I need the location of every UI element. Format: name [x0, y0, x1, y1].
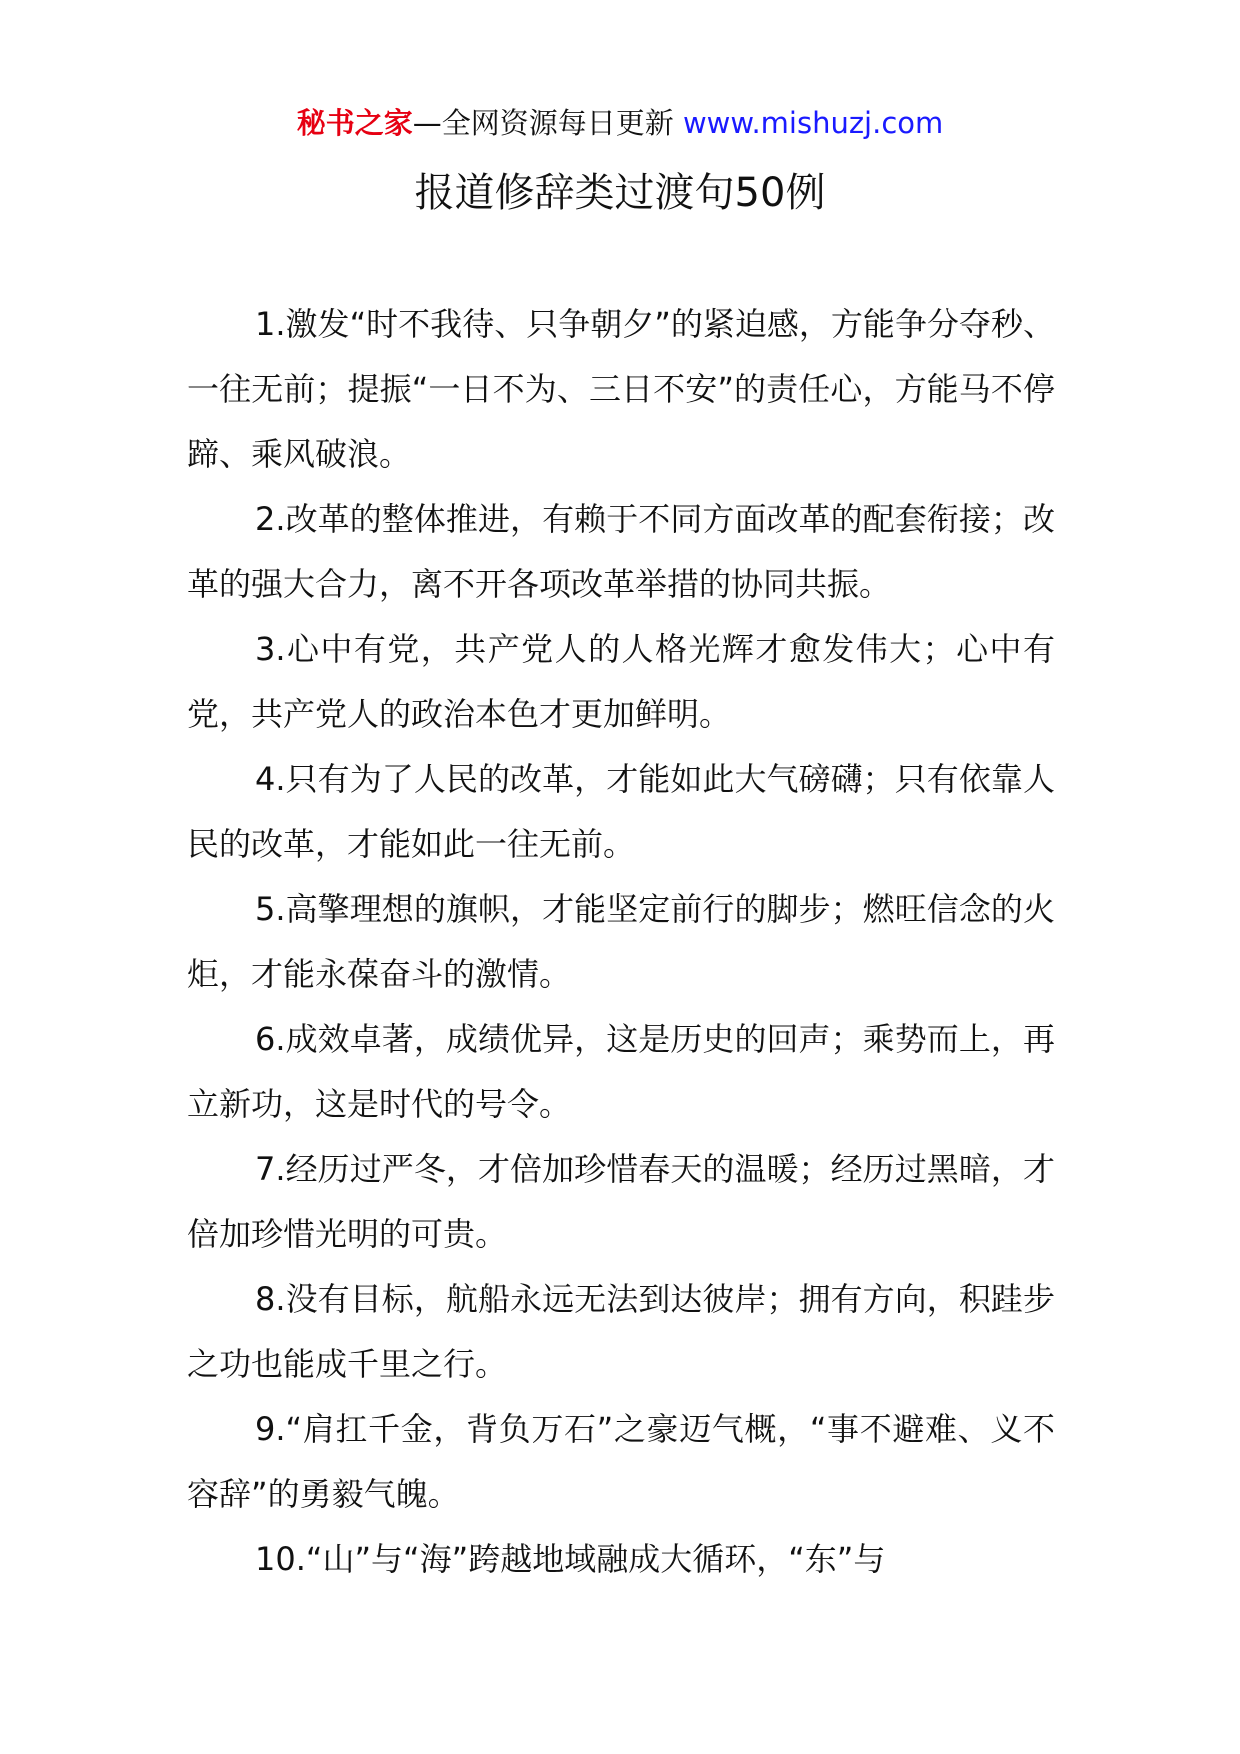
- paragraph-10: 10.“山”与“海”跨越地域融成大循环，“东”与: [255, 1540, 886, 1578]
- site-brand: 秘书之家: [296, 106, 413, 140]
- site-header: [0, 100, 1240, 146]
- site-url-link[interactable]: www.mishuzj.com: [682, 106, 944, 140]
- paragraph-7: 7.经历过严冬，才倍加珍惜春天的温暖；经历过黑暗，才倍加珍惜光明的可贵。: [187, 1150, 1055, 1253]
- paragraph-5: 5.高擎理想的旗帜，才能坚定前行的脚步；燃旺信念的火炬，才能永葆奋斗的激情。: [187, 890, 1055, 993]
- paragraph-1: 1.激发“时不我待、只争朝夕”的紧迫感，方能争分夺秒、一往无前；提振“一日不为、三日不安”的责任心，方能马不停蹄、乘风破浪。: [187, 305, 1055, 473]
- paragraph-6: 6.成效卓著，成绩优异，这是历史的回声；乘势而上，再立新功，这是时代的号令。: [187, 1020, 1055, 1123]
- paragraph-9: 9.“肩扛千金，背负万石”之豪迈气概，“事不避难、义不容辞”的勇毅气魄。: [187, 1410, 1055, 1513]
- site-slogan: —全网资源每日更新: [412, 106, 674, 140]
- document-body: [187, 292, 1055, 1592]
- paragraph-3: 3.心中有党，共产党人的人格光辉才愈发伟大；心中有党，共产党人的政治本色才更加鲜明。: [187, 630, 1055, 733]
- paragraph-8: 8.没有目标，航船永远无法到达彼岸；拥有方向，积跬步之功也能成千里之行。: [187, 1280, 1055, 1383]
- document-title: 报道修辞类过渡句50例: [414, 170, 826, 216]
- paragraph-2: 2.改革的整体推进，有赖于不同方面改革的配套衔接；改革的强大合力，离不开各项改革举措的协同共振。: [187, 500, 1055, 603]
- paragraph-4: 4.只有为了人民的改革，才能如此大气磅礴；只有依靠人民的改革，才能如此一往无前。: [187, 760, 1055, 863]
